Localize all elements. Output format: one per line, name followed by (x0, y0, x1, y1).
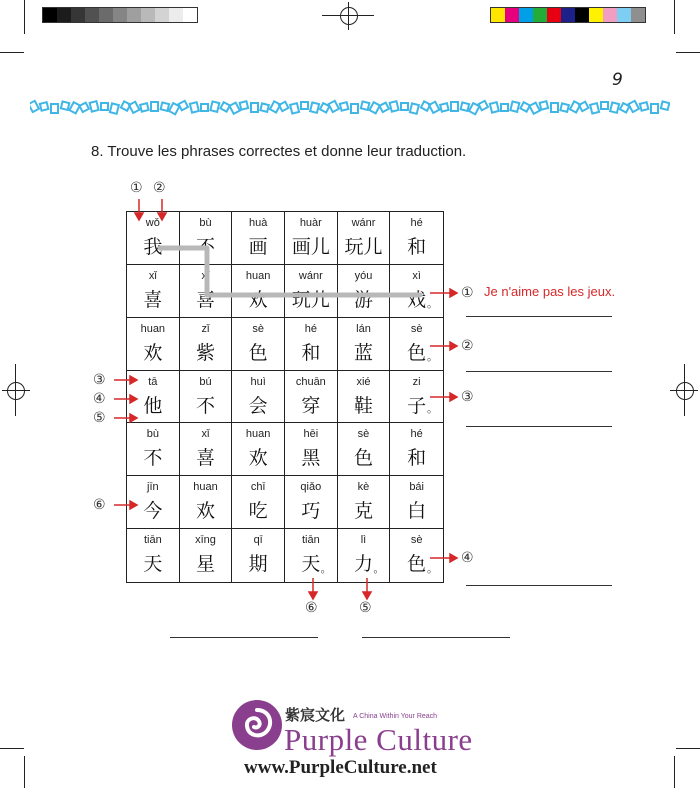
hanzi: 和 (301, 341, 321, 364)
pinyin: lì (360, 534, 367, 547)
sentence-path-1 (160, 248, 420, 295)
full-stop: 。 (426, 561, 438, 575)
hanzi: 画儿 (291, 236, 330, 258)
full-stop: 。 (373, 561, 385, 575)
full-stop: 。 (426, 402, 438, 416)
pinyin: kè (357, 481, 370, 494)
hanzi: 子 (407, 394, 427, 417)
pinyin: sè (357, 428, 370, 441)
answer-line-4[interactable] (466, 585, 612, 586)
hanzi: 吃 (248, 500, 268, 523)
hanzi: 戏 (407, 288, 427, 311)
marker-left-3: ③ (93, 372, 106, 388)
hanzi: 色 (353, 447, 373, 470)
hanzi: 会 (248, 394, 268, 417)
pinyin: qiǎo (300, 481, 322, 494)
pinyin: hēi (303, 428, 319, 441)
hanzi: 期 (248, 553, 268, 576)
pinyin: huan (140, 322, 166, 335)
marker-left-6: ⑥ (93, 497, 106, 513)
hanzi: 力 (353, 553, 373, 576)
hanzi: 紫 (195, 341, 215, 364)
hanzi: 蓝 (353, 341, 373, 364)
page-number: 9 (612, 70, 623, 90)
pinyin: wǒ (145, 217, 160, 229)
full-stop: 。 (320, 561, 332, 575)
hanzi: 不 (195, 394, 215, 417)
logo-url[interactable]: www.PurpleCulture.net (244, 757, 437, 778)
hanzi: 巧 (301, 500, 321, 523)
full-stop: 。 (426, 296, 438, 310)
answer-line-2[interactable] (466, 371, 612, 372)
hanzi: 色 (407, 341, 427, 364)
pinyin: bú (199, 375, 212, 388)
answer-line-3[interactable] (466, 426, 612, 427)
hanzi: 星 (195, 553, 215, 576)
marker-right-4: ④ (461, 550, 474, 566)
pinyin: xié (356, 375, 371, 388)
marker-top-2: ② (153, 180, 166, 196)
pinyin: tā (148, 375, 158, 388)
hanzi: 不 (195, 236, 215, 258)
hanzi: 鞋 (353, 394, 373, 417)
pinyin: hé (304, 322, 317, 335)
marker-bottom-6: ⑥ (305, 600, 318, 616)
pinyin: chī (250, 481, 266, 494)
hanzi: 喜 (195, 288, 215, 311)
pinyin: sè (252, 322, 264, 335)
logo-chinese-text: 紫宸文化 (285, 706, 346, 724)
pinyin: huan (245, 428, 271, 441)
marker-right-2: ② (461, 338, 474, 354)
hanzi: 白 (407, 500, 427, 523)
hanzi: 黑 (301, 447, 321, 470)
pinyin: xì (412, 269, 421, 282)
hanzi: 色 (248, 341, 268, 364)
hanzi: 天 (143, 553, 163, 576)
pinyin: xīng (195, 534, 216, 547)
answer-line-5[interactable] (362, 637, 510, 638)
exercise-instruction: 8. Trouve les phrases correctes et donne leur traduction. (91, 143, 467, 160)
red-arrows (114, 199, 457, 599)
pinyin: qī (253, 534, 263, 547)
hanzi: 玩儿 (344, 236, 383, 258)
hanzi: 喜 (143, 288, 163, 311)
hanzi: 和 (407, 447, 427, 470)
hanzi: 欢 (248, 288, 268, 311)
hanzi: 欢 (143, 341, 163, 364)
hanzi: 玩儿 (291, 288, 330, 311)
pinyin: xǐ (201, 269, 210, 282)
pinyin: wánr (351, 217, 376, 229)
pinyin: huì (250, 375, 266, 388)
answer-1-text: Je n'aime pas les jeux. (484, 284, 616, 299)
pinyin: bù (199, 217, 212, 229)
marker-top-1: ① (130, 180, 143, 196)
hanzi: 克 (353, 500, 373, 523)
pinyin: chuān (295, 375, 326, 388)
pinyin: bù (146, 428, 159, 441)
full-stop: 。 (426, 349, 438, 363)
answer-line-6[interactable] (170, 637, 318, 638)
pinyin: hé (410, 428, 423, 441)
pinyin: sè (410, 322, 423, 335)
answer-line-1[interactable] (466, 316, 612, 317)
pinyin: huàr (299, 217, 322, 229)
pinyin: wánr (298, 269, 323, 282)
hanzi: 他 (143, 394, 163, 417)
pinyin: lán (356, 322, 371, 335)
hanzi: 欢 (248, 447, 268, 470)
marker-right-3: ③ (461, 389, 474, 405)
pinyin: huan (245, 269, 271, 282)
marker-left-4: ④ (93, 391, 106, 407)
pinyin: yóu (354, 269, 373, 282)
hanzi: 我 (143, 236, 163, 258)
hanzi: 色 (407, 553, 427, 576)
pinyin: zǐ (201, 322, 210, 335)
hanzi: 画 (248, 236, 268, 258)
hanzi: 欢 (195, 500, 215, 523)
logo-tagline: A China Within Your Reach (353, 713, 438, 720)
pinyin: xǐ (148, 269, 157, 282)
hanzi: 穿 (301, 394, 321, 417)
marker-bottom-5: ⑤ (359, 600, 372, 616)
logo-name: Purple Culture (284, 722, 473, 757)
marker-left-5: ⑤ (93, 410, 106, 426)
pinyin: jīn (147, 481, 159, 494)
pinyin: hé (410, 217, 423, 229)
hanzi: 和 (407, 236, 427, 258)
hanzi: 不 (143, 447, 163, 470)
hanzi: 喜 (195, 447, 215, 470)
pinyin: sè (410, 534, 423, 547)
marker-right-1: ① (461, 285, 474, 301)
pinyin: xǐ (201, 428, 210, 441)
pinyin: tiān (143, 534, 162, 547)
pinyin: tiān (301, 534, 320, 547)
pinyin: huan (193, 481, 218, 494)
pinyin: bái (409, 481, 424, 494)
hanzi: 游 (353, 288, 373, 311)
pinyin: huà (248, 217, 268, 229)
pinyin: zi (412, 375, 421, 388)
hanzi: 今 (143, 500, 163, 523)
hanzi: 天 (301, 553, 321, 576)
purple-culture-logo-icon (230, 698, 284, 752)
